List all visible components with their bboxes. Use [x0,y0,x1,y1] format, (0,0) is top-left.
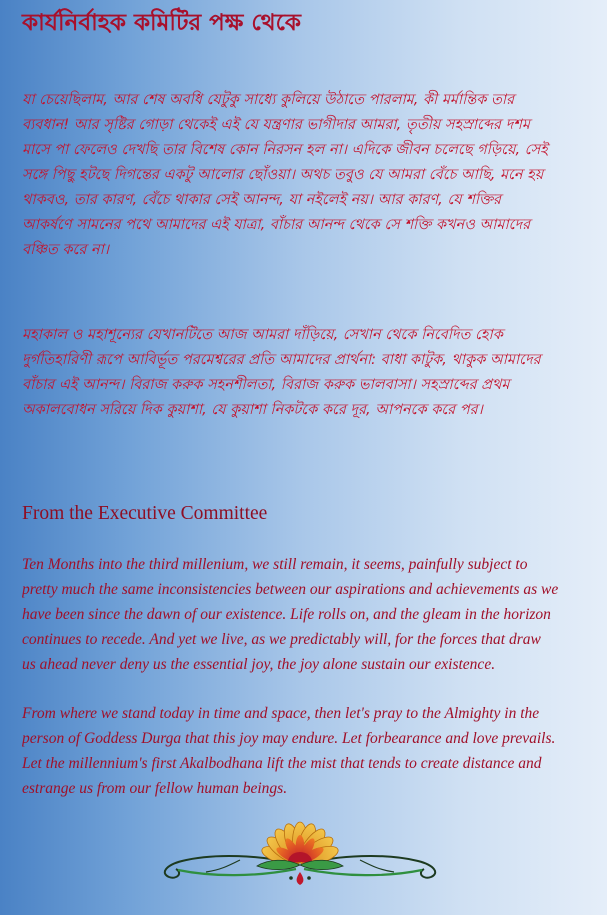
lotus-icon [257,822,343,870]
text-line: Let the millennium's first Akalbodhana lift the mist that tends to create distance and [22,755,542,772]
text-line: আকর্ষণে সামনের পথে আমাদের এই যাত্রা, বাঁচার আনন্দ থেকে সে শক্তি কখনও আমাদের [22,217,531,233]
text-line: মহাকাল ও মহাশূন্যের যেখানটিতে আজ আমরা দাঁড়িয়ে, সেখান থেকে নিবেদিত হোক [22,327,503,343]
text-line: person of Goddess Durga that this joy may endure. Let forbearance and love prevails. [22,730,556,747]
drop-icon [297,872,304,885]
text-line: বাঁচার এই আনন্দ। বিরাজ করুক সহনশীলতা, বিরাজ করুক ভালবাসা। সহস্রাব্দের প্রথম [22,377,510,393]
text-line: থাকবও, তার কারণ, বেঁচে থাকার সেই আনন্দ, যা নইলেই নয়। আর কারণ, যে শক্তির [22,192,502,208]
text-line: যা চেয়েছিলাম, আর শেষ অবধি যেটুকু সাধ্যে কুলিয়ে উঠাতে পারলাম, কী মর্মান্তিক তার [22,92,515,108]
text-line: have been since the dawn of our existence. Life rolls on, and the gleam in the horizon [22,606,551,623]
bengali-paragraph-2 [22,323,594,423]
text-line: বঞ্চিত করে না। [22,242,109,258]
bengali-paragraph-1 [22,88,594,263]
text-line: দুর্গতিহারিণী রূপে আবির্ভূত পরমেশ্বরের প্রতি আমাদের প্রার্থনা: বাধা কাটুক, থাকুক আমাদের [22,352,541,368]
text-line: estrange us from our fellow human beings. [22,780,288,797]
text-line: us ahead never deny us the essential joy, the joy alone sustain our existence. [22,656,496,673]
text-line: সঙ্গে পিছু হটছে দিগন্তের একটু আলোর ছোঁওয়া। অথচ তবুও যে আমরা বেঁচে আছি, মনে হয় [22,167,544,183]
text-line: মাসে পা ফেলেও দেখছি তার বিশেষ কোন নিরসন হল না। এদিকে জীবন চলেছে গড়িয়ে, সেই [22,142,548,158]
text-line: From where we stand today in time and space, then let's pray to the Almighty in the [22,705,540,722]
english-paragraph-1 [22,552,594,677]
text-line: অকালবোধন সরিয়ে দিক কুয়াশা, যে কুয়াশা নিকটকে করে দূর, আপনকে করে পর। [22,402,483,418]
text-line: pretty much the same inconsistencies between our aspirations and achievements as we [22,581,559,598]
text-line: ব্যবধান! আর সৃষ্টির গোড়া থেকেই এই যে যন্ত্রণার ভাগীদার আমরা, তৃতীয় সহস্রাব্দের দশম [22,117,530,133]
english-title: From the Executive Committee [22,503,268,524]
lotus-swirl-ornament-icon [0,820,607,892]
text-line: continues to recede. And yet we live, as we predictably will, for the forces that draw [22,631,541,648]
bengali-title: কার্যনির্বাহক কমিটির পক্ষ থেকে [22,10,301,36]
text-line: Ten Months into the third millenium, we still remain, it seems, painfully subject to [22,556,528,573]
decorative-ornament [0,820,607,892]
english-paragraph-2 [22,701,594,801]
